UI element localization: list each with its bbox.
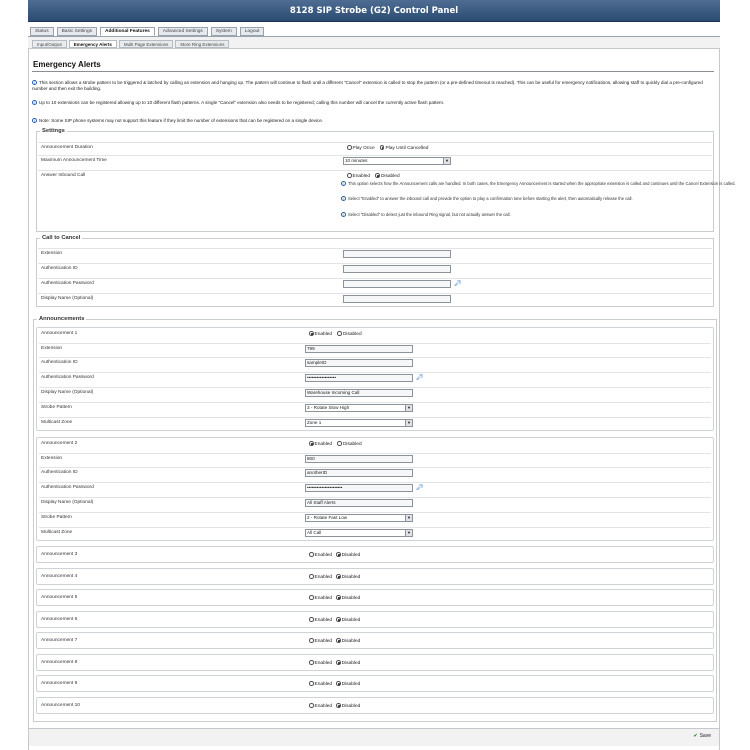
radio-indicator[interactable] [336,552,341,557]
strobe-pattern-label: Strobe Pattern [41,515,72,520]
subtab-multi-page-extensions[interactable]: Multi Page Extensions [119,40,174,48]
save-button[interactable] [693,733,711,739]
max-announcement-time-row [38,155,712,166]
radio-label: Disabled [341,574,361,580]
subtab-emergency-alerts[interactable]: Emergency Alerts [69,40,117,48]
info-icon: i [341,196,346,201]
announcement-title: Announcement 9 [41,681,78,686]
radio-indicator[interactable] [309,638,314,643]
auth-password-input[interactable]: •••••••••••••••••••••• [305,484,413,492]
radio-label: Disabled [341,638,361,644]
tab-advanced-settings[interactable]: Advanced Settings [158,27,208,36]
announcement-duration-label: Announcement Duration [41,145,93,150]
a1-display-name-row [39,387,711,398]
radio-indicator[interactable] [336,681,341,686]
cancel-auth-password-row [38,278,712,289]
radio-play-until-cancelled[interactable] [380,146,428,151]
a1-extension-row [39,343,711,354]
extension-label: Extension [41,346,63,351]
cancel-auth-id-label: Authentication ID [41,266,78,271]
radio-enabled[interactable] [309,553,332,558]
select-value: 2 - Rotate Fast Low [307,515,348,520]
announcement-4-panel [36,568,714,585]
announcement-radios [309,660,364,666]
tab-logout[interactable]: Logout [240,27,265,36]
announcement-radios [309,617,364,623]
cancel-display-name-label: Display Name (Optional) [41,296,94,301]
info-note-1 [32,80,714,91]
auth-password-label: Authentication Password [41,485,94,490]
select-value: All Call [307,530,322,535]
strobe-pattern-label: Strobe Pattern [41,405,72,410]
radio-label: Enabled [314,595,333,601]
radio-indicator[interactable] [336,617,341,622]
radio-label: Play Once [352,145,375,151]
radio-disabled[interactable] [336,639,360,644]
radio-label: Disabled [341,595,361,601]
announcement-title: Announcement 7 [41,638,78,643]
subtab-input-output[interactable]: Input/Output [32,40,67,48]
a1-auth-password-row [39,372,711,383]
select-value: 10 minutes [345,158,368,163]
auth-id-label: Authentication ID [41,470,78,475]
subtab-more-ring-extensions[interactable]: More Ring Extensions [175,40,229,48]
radio-enabled[interactable] [309,704,332,709]
footer-bar [28,728,720,746]
chevron-down-icon[interactable]: ▼ [405,405,412,411]
radio-indicator[interactable] [309,595,314,600]
extension-label: Extension [41,456,63,461]
radio-disabled[interactable] [336,618,360,623]
announcement-title: Announcement 3 [41,552,78,557]
tab-system[interactable]: System [211,27,237,36]
announcement-7-panel [36,632,714,649]
announcement-3-panel [36,546,714,563]
a2-strobe-pattern-row [39,512,711,523]
a2-extension-row [39,453,711,464]
radio-label: Enabled [314,660,333,666]
radio-indicator[interactable] [309,441,314,446]
radio-label: Disabled [380,173,400,179]
display-name-input[interactable]: Warehouse Incoming Call [305,389,413,397]
auth-id-label: Authentication ID [41,360,78,365]
radio-disabled[interactable] [336,553,360,558]
radio-label: Enabled [314,681,333,687]
radio-indicator[interactable] [336,574,341,579]
cancel-auth-id-input[interactable] [343,265,451,273]
multicast-zone-select[interactable] [305,419,413,427]
radio-inbound-disabled[interactable] [375,174,399,179]
announcement-radios [309,574,364,580]
cancel-auth-password-label: Authentication Password [41,281,94,286]
key-icon[interactable]: 🔑︎ [416,375,424,381]
tab-basic-settings[interactable]: Basic Settings [57,27,97,36]
radio-indicator[interactable] [309,617,314,622]
help-text: Select "Disabled" to detect just the inbound Ring signal, but not actually answer the call. [348,212,511,217]
announcement-title: Announcement 4 [41,574,78,579]
info-icon: i [32,80,37,85]
note-text: This section allows a strobe pattern to be triggered & latched by calling an extension and hanging up. The pattern will continue to flash until a different "Cancel" extension is called to stop the pattern (or a pre-defined timeout is reached). This can be useful for emergency notifications, allowing staff to quickly dial a pre-configured number and then exit the building. [32,80,703,91]
radio-indicator[interactable] [337,441,342,446]
note-text: Up to 10 extensions can be registered allowing up to 10 different flash patterns. A single "Cancel" extension also needs to be registered; calling this number will cancel the currently active flash pattern. [39,100,445,105]
announcement-1-radios [309,331,366,337]
radio-indicator[interactable] [309,660,314,665]
strobe-pattern-select[interactable] [305,404,413,412]
radio-label: Enabled [314,331,333,337]
announcement-radios [309,595,364,601]
radio-label: Enabled [314,441,333,447]
radio-inbound-enabled[interactable] [347,174,370,179]
radio-indicator[interactable] [309,552,314,557]
a1-multicast-zone-row [39,417,711,428]
radio-enabled[interactable] [309,639,332,644]
announcement-8-panel [36,654,714,671]
check-icon: ✔ [693,733,698,739]
radio-indicator[interactable] [309,574,314,579]
a2-display-name-row [39,497,711,508]
answer-inbound-help-2 [341,196,750,201]
a2-multicast-zone-row [39,527,711,538]
radio-label: Disabled [341,660,361,666]
answer-inbound-help-1 [341,181,750,186]
auth-password-input[interactable]: •••••••••••••••••• [305,374,413,382]
multicast-zone-label: Multicast Zone [41,420,73,425]
radio-label: Disabled [341,681,361,687]
sub-tabs [32,40,229,48]
announcement-2-panel [36,437,714,541]
announcements-legend: Announcements [39,316,85,322]
radio-indicator[interactable] [336,660,341,665]
radio-disabled[interactable] [336,661,360,666]
announcement-radios [309,703,364,709]
radio-play-once[interactable] [347,146,375,151]
announcement-duration-row [38,142,712,153]
display-name-label: Display Name (Optional) [41,500,94,505]
announcement-title: Announcement 5 [41,595,78,600]
announcement-title: Announcement 10 [41,703,80,708]
a1-auth-id-row [39,357,711,368]
announcement-6-panel [36,611,714,628]
a1-strobe-pattern-row [39,402,711,413]
key-icon[interactable]: 🔑︎ [416,485,424,491]
announcement-10-panel [36,697,714,714]
info-icon: i [32,118,37,123]
info-note-3 [32,118,714,124]
announcement-1-header [39,329,711,340]
chevron-down-icon[interactable]: ▼ [405,515,412,521]
answer-inbound-call-label: Answer Inbound Call [41,173,86,178]
display-name-input[interactable]: All Staff Alerts [305,499,413,507]
announcement-title: Announcement 2 [41,441,78,446]
announcement-radios [309,681,364,687]
divider [32,71,714,72]
key-icon[interactable]: 🔑︎ [454,281,462,287]
auth-id-input[interactable]: sampleID [305,359,413,367]
radio-enabled[interactable] [309,332,332,337]
radio-label: Disabled [341,552,361,558]
radio-indicator[interactable] [375,173,380,178]
cancel-extension-label: Extension [41,251,63,256]
radio-indicator[interactable] [347,173,352,178]
tab-status[interactable]: Status [30,27,54,36]
chevron-down-icon[interactable]: ▼ [443,158,450,164]
auth-password-label: Authentication Password [41,375,94,380]
announcement-1-panel [36,327,714,431]
radio-indicator[interactable] [309,331,314,336]
radio-indicator[interactable] [347,145,352,150]
radio-indicator[interactable] [309,681,314,686]
radio-disabled[interactable] [337,442,361,447]
answer-inbound-call-row [38,170,736,230]
announcement-title: Announcement 8 [41,660,78,665]
radio-enabled[interactable] [309,596,332,601]
help-text: Select "Enabled" to answer the inbound call and provide the option to play a confirmation tone before starting the alert, then automatically release the call. [348,196,633,201]
announcement-2-header [39,439,711,450]
radio-indicator[interactable] [380,145,385,150]
chevron-down-icon[interactable]: ▼ [405,530,412,536]
page-title: Emergency Alerts [33,60,101,69]
info-note-2 [32,100,714,106]
select-value: 3 - Rotate Slow High [307,405,350,410]
announcement-title: Announcement 6 [41,617,78,622]
cancel-display-name-input[interactable] [343,295,451,303]
radio-label: Disabled [341,617,361,623]
info-icon: i [32,100,37,105]
announcement-duration-radios [347,145,432,151]
display-name-label: Display Name (Optional) [41,390,94,395]
announcement-9-panel [36,675,714,692]
radio-label: Enabled [314,703,333,709]
info-icon: i [341,181,346,186]
auth-id-input[interactable]: anotherID [305,469,413,477]
radio-enabled[interactable] [309,575,332,580]
radio-disabled[interactable] [336,682,360,687]
top-tabs [30,27,264,36]
a2-auth-password-row [39,482,711,493]
max-announcement-time-label: Maximum Announcement Time [41,158,107,163]
radio-label: Disabled [341,703,361,709]
announcement-radios [309,552,364,558]
radio-label: Play Until Cancelled [385,145,429,151]
answer-inbound-radios [347,173,404,179]
answer-inbound-help-3 [341,212,750,217]
multicast-zone-label: Multicast Zone [41,530,73,535]
save-label: Save [699,733,711,739]
announcement-2-radios [309,441,366,447]
radio-enabled[interactable] [309,682,332,687]
cancel-extension-row [38,248,712,259]
radio-label: Enabled [352,173,371,179]
radio-disabled[interactable] [336,704,360,709]
radio-disabled[interactable] [336,575,360,580]
strobe-pattern-select[interactable] [305,514,413,522]
radio-indicator[interactable] [336,703,341,708]
select-value: Zone 1 [307,420,322,425]
announcement-title: Announcement 1 [41,331,78,336]
cancel-legend: Call to Cancel [42,235,81,241]
cancel-auth-password-input[interactable] [343,280,451,288]
radio-disabled[interactable] [336,596,360,601]
radio-disabled[interactable] [337,332,361,337]
tab-additional-features[interactable]: Additional Features [100,27,155,36]
max-announcement-time-select[interactable] [343,157,451,165]
radio-label: Disabled [342,441,362,447]
cancel-extension-input[interactable] [343,250,451,258]
radio-label: Enabled [314,552,333,558]
radio-label: Enabled [314,617,333,623]
note-text: Note: Some SIP phone systems may not support this feature if they limit the number of extensions that can be registered on a single device. [39,118,324,123]
a2-auth-id-row [39,467,711,478]
cancel-auth-id-row [38,263,712,274]
multicast-zone-select[interactable] [305,529,413,537]
radio-label: Disabled [342,331,362,337]
radio-indicator[interactable] [336,638,341,643]
announcement-radios [309,638,364,644]
radio-enabled[interactable] [309,618,332,623]
radio-indicator[interactable] [309,703,314,708]
extension-input[interactable]: 800 [305,455,413,463]
radio-enabled[interactable] [309,442,332,447]
chevron-down-icon[interactable]: ▼ [405,420,412,426]
announcement-5-panel [36,589,714,606]
settings-legend: Settings [42,128,65,134]
info-icon: i [341,212,346,217]
help-text: This option selects how the Announcement calls are handled. In both cases, the Emergency Announcement is started when the appropriate extension is called and continues until the Cancel Extension is called. [348,181,736,186]
window-title: 8128 SIP Strobe (G2) Control Panel [28,0,720,22]
radio-label: Enabled [314,574,333,580]
radio-indicator[interactable] [336,595,341,600]
radio-label: Enabled [314,638,333,644]
extension-input[interactable]: 799 [305,345,413,353]
radio-indicator[interactable] [337,331,342,336]
radio-enabled[interactable] [309,661,332,666]
cancel-display-name-row [38,293,712,304]
